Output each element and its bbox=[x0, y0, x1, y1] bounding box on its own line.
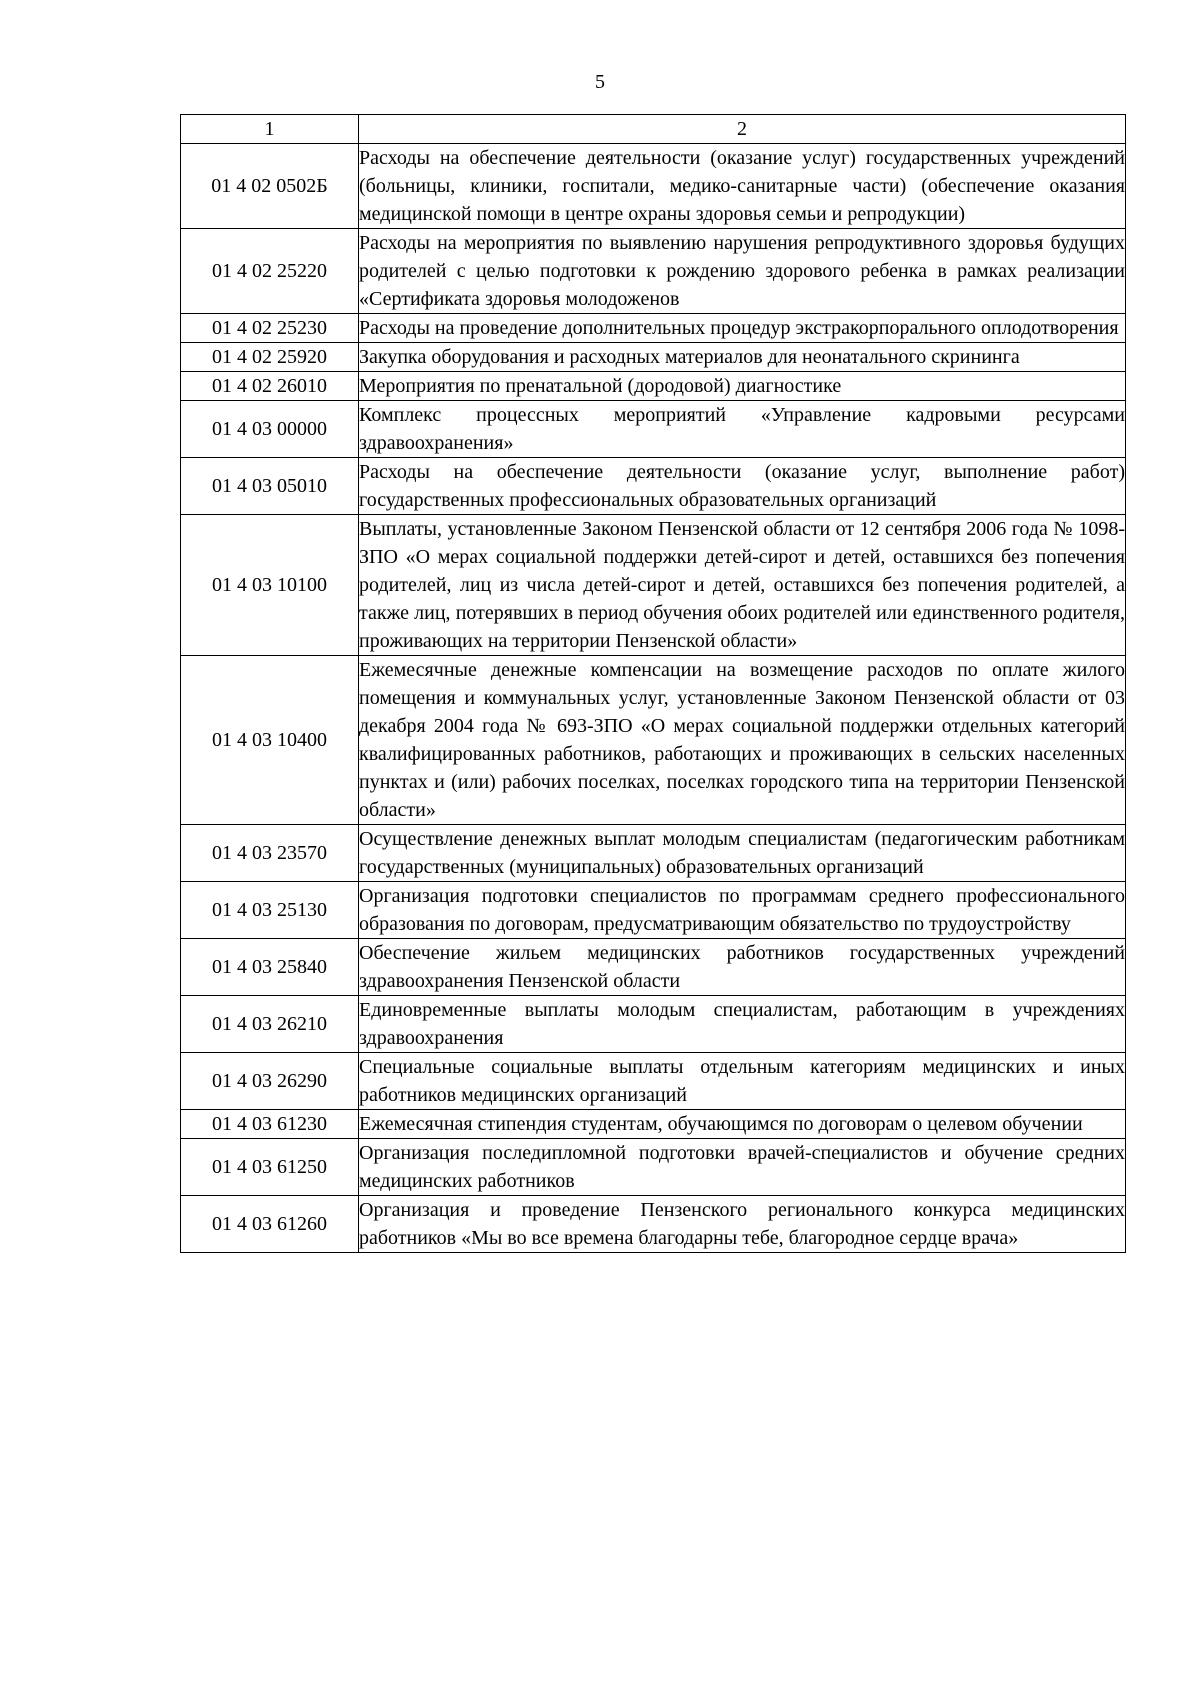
target-article-description: Расходы на обеспечение деятельности (оказание услуг, выполнение работ) государственных профессиональных образовательных организаций bbox=[359, 458, 1126, 515]
target-article-description: Закупка оборудования и расходных материалов для неонатального скрининга bbox=[359, 343, 1126, 372]
target-article-description: Единовременные выплаты молодым специалистам, работающим в учреждениях здравоохранения bbox=[359, 996, 1126, 1053]
target-article-description: Осуществление денежных выплат молодым специалистам (педагогическим работникам государственных (муниципальных) образовательных организаций bbox=[359, 825, 1126, 882]
target-article-description: Ежемесячная стипендия студентам, обучающимся по договорам о целевом обучении bbox=[359, 1110, 1126, 1139]
target-article-code: 01 4 03 10100 bbox=[181, 515, 359, 656]
table-row bbox=[181, 229, 1126, 314]
table-row bbox=[181, 314, 1126, 343]
target-article-description: Комплекс процессных мероприятий «Управление кадровыми ресурсами здравоохранения» bbox=[359, 401, 1126, 458]
column-header-code: 1 bbox=[181, 115, 359, 144]
target-article-description: Мероприятия по пренатальной (дородовой) диагностике bbox=[359, 372, 1126, 401]
target-article-code: 01 4 03 25130 bbox=[181, 882, 359, 939]
table-row bbox=[181, 144, 1126, 229]
target-article-description: Организация и проведение Пензенского регионального конкурса медицинских работников «Мы во все времена благодарны тебе, благородное сердце врача» bbox=[359, 1196, 1126, 1253]
target-article-description: Организация последипломной подготовки врачей-специалистов и обучение средних медицинских работников bbox=[359, 1139, 1126, 1196]
target-article-description: Ежемесячные денежные компенсации на возмещение расходов по оплате жилого помещения и коммунальных услуг, установленные Законом Пензенской области от 03 декабря 2004 года № 693-ЗПО «О мерах социальной поддержки отдельных категорий квалифицированных работников, работающих и проживающих в сельских населенных пунктах и (или) рабочих поселках, поселках городского типа на территории Пензенской области» bbox=[359, 656, 1126, 825]
table-row bbox=[181, 1053, 1126, 1110]
target-article-description: Расходы на обеспечение деятельности (оказание услуг) государственных учреждений (больницы, клиники, госпитали, медико-санитарные части) (обеспечение оказания медицинской помощи в центре охраны здоровья семьи и репродукции) bbox=[359, 144, 1126, 229]
table-row bbox=[181, 515, 1126, 656]
table-row bbox=[181, 825, 1126, 882]
table-row bbox=[181, 401, 1126, 458]
table-row bbox=[181, 882, 1126, 939]
target-article-code: 01 4 03 23570 bbox=[181, 825, 359, 882]
target-article-code: 01 4 02 26010 bbox=[181, 372, 359, 401]
target-article-code: 01 4 03 26290 bbox=[181, 1053, 359, 1110]
table-row bbox=[181, 939, 1126, 996]
table-header-row bbox=[181, 115, 1126, 144]
table-row bbox=[181, 656, 1126, 825]
table-row bbox=[181, 1196, 1126, 1253]
target-article-description: Расходы на проведение дополнительных процедур экстракорпорального оплодотворения bbox=[359, 314, 1126, 343]
target-article-code: 01 4 03 61260 bbox=[181, 1196, 359, 1253]
target-article-code: 01 4 02 25220 bbox=[181, 229, 359, 314]
table-row bbox=[181, 458, 1126, 515]
target-article-code: 01 4 03 61250 bbox=[181, 1139, 359, 1196]
target-article-code: 01 4 03 05010 bbox=[181, 458, 359, 515]
target-article-description: Расходы на мероприятия по выявлению нарушения репродуктивного здоровья будущих родителей с целью подготовки к рождению здорового ребенка в рамках реализации «Сертификата здоровья молодоженов bbox=[359, 229, 1126, 314]
target-article-code: 01 4 03 10400 bbox=[181, 656, 359, 825]
table-row bbox=[181, 372, 1126, 401]
target-article-code: 01 4 03 26210 bbox=[181, 996, 359, 1053]
target-article-description: Обеспечение жильем медицинских работников государственных учреждений здравоохранения Пензенской области bbox=[359, 939, 1126, 996]
target-article-code: 01 4 03 00000 bbox=[181, 401, 359, 458]
target-article-code: 01 4 02 0502Б bbox=[181, 144, 359, 229]
target-article-code: 01 4 02 25230 bbox=[181, 314, 359, 343]
table-row bbox=[181, 343, 1126, 372]
target-article-code: 01 4 03 61230 bbox=[181, 1110, 359, 1139]
target-article-description: Специальные социальные выплаты отдельным категориям медицинских и иных работников медицинских организаций bbox=[359, 1053, 1126, 1110]
budget-classification-table bbox=[180, 114, 1126, 1253]
table-row bbox=[181, 1110, 1126, 1139]
column-header-description: 2 bbox=[359, 115, 1126, 144]
target-article-description: Организация подготовки специалистов по программам среднего профессионального образования по договорам, предусматривающим обязательство по трудоустройству bbox=[359, 882, 1126, 939]
target-article-code: 01 4 02 25920 bbox=[181, 343, 359, 372]
table-row bbox=[181, 1139, 1126, 1196]
target-article-code: 01 4 03 25840 bbox=[181, 939, 359, 996]
target-article-description: Выплаты, установленные Законом Пензенской области от 12 сентября 2006 года № 1098-ЗПО «О мерах социальной поддержки детей-сирот и детей, оставшихся без попечения родителей, лиц из числа детей-сирот и детей, оставшихся без попечения родителей, а также лиц, потерявших в период обучения обоих родителей или единственного родителя, проживающих на территории Пензенской области» bbox=[359, 515, 1126, 656]
table-row bbox=[181, 996, 1126, 1053]
page-number: 5 bbox=[595, 71, 605, 93]
